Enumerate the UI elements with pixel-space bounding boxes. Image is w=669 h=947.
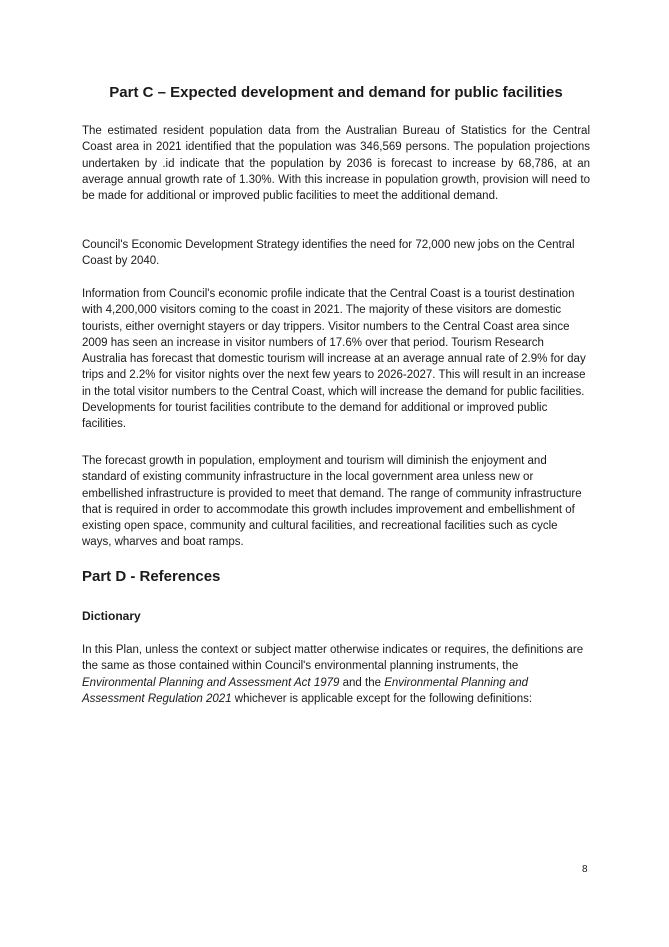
definitions-paragraph <box>82 642 590 707</box>
part-d-heading: Part D - References <box>82 568 221 585</box>
tourism-paragraph: Information from Council's economic profile indicate that the Central Coast is a tourist destination with 4,200,000 visitors coming to the coast in 2021. The majority of these visitors are domestic tourists, either overnight stayers or day trippers. Visitor numbers to the Central Coast area since 2009 has seen an increase in visitor numbers of 17.6% over that period. Tourism Research Australia has forecast that domestic tourism will increase at an average annual rate of 2.9% for day trips and 2.2% for visitor nights over the next few years to 2026-2027. This will result in an increase in the total visitor numbers to the Central Coast, which will increase the demand for public facilities. Developments for tourist facilities contribute to the demand for additional or improved public facilities. <box>82 288 586 431</box>
growth-infrastructure-paragraph: The forecast growth in population, employment and tourism will diminish the enjoyment and standard of existing community infrastructure in the local government area unless new or embellished infrastructure is provided to meet that demand. The range of community infrastructure that is required in order to accommodate this growth includes improvement and embellishment of existing open space, community and cultural facilities, and recreational facilities such as cycle ways, wharves and boat ramps. <box>82 455 582 549</box>
population-paragraph: The estimated resident population data from the Australian Bureau of Statistics for the Central Coast area in 2021 identified that the population was 346,569 persons. The population projections undertaken by .id indicate that the population by 2036 is forecast to increase by 68,786, at an average annual growth rate of 1.30%. With this increase in population growth, provision will need to be made for additional or improved public facilities to meet the additional demand. <box>82 125 590 203</box>
definitions-and: and the <box>339 676 385 689</box>
economic-strategy-paragraph: Council's Economic Development Strategy identifies the need for 72,000 new jobs on the Central Coast by 2040. <box>82 239 575 268</box>
dictionary-heading: Dictionary <box>82 609 141 623</box>
act-title: Environmental Planning and Assessment Act 1979 <box>82 676 340 689</box>
page-number: 8 <box>582 864 588 875</box>
definitions-tail: whichever is applicable except for the following definitions: <box>231 692 533 705</box>
part-c-heading: Part C – Expected development and demand for public facilities <box>109 84 563 101</box>
definitions-intro: In this Plan, unless the context or subject matter otherwise indicates or requires, the definitions are the same as those contained within Council's environmental planning instruments, the <box>82 644 584 673</box>
regulation-title: Environmental Planning and Assessment Regulation 2021 <box>82 676 529 705</box>
